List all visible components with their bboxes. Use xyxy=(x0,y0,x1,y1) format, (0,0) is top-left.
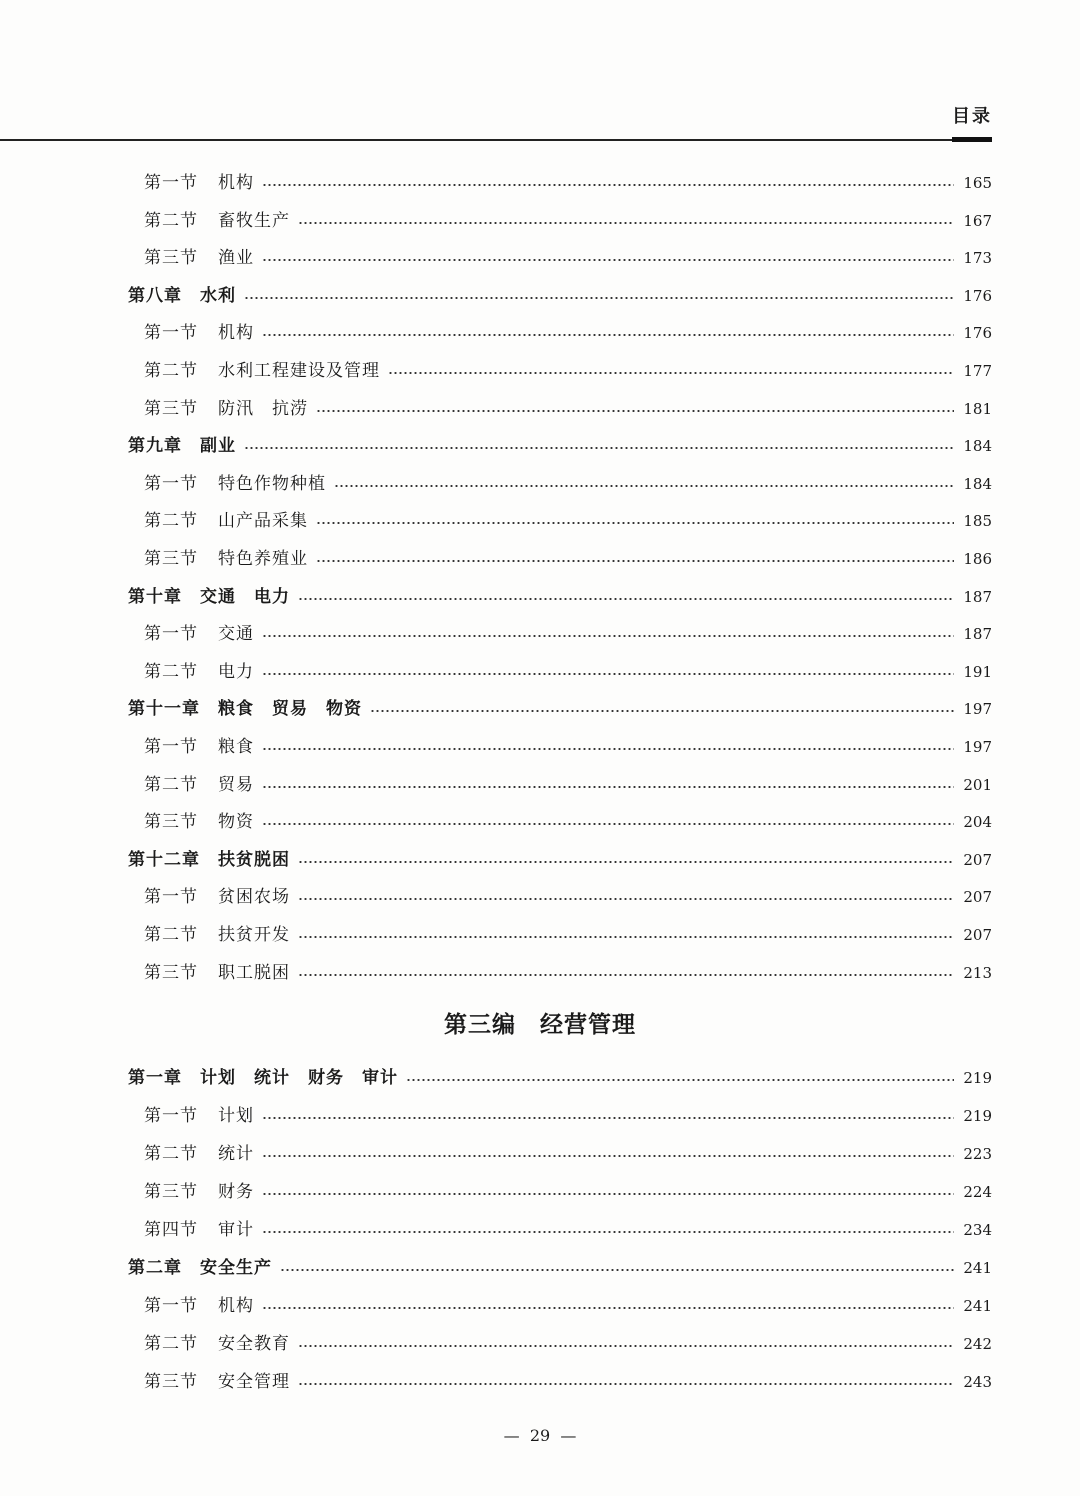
entry-title: 物资 xyxy=(218,812,254,833)
toc-section-entry[interactable] xyxy=(144,319,992,347)
entry-title: 安全生产 xyxy=(200,1258,272,1278)
entry-page-number: 197 xyxy=(963,738,992,756)
entry-number: 第三节 xyxy=(144,1182,198,1202)
entry-number: 第三节 xyxy=(144,962,198,983)
entry-page-number: 201 xyxy=(963,775,992,794)
entry-title: 扶贫脱困 xyxy=(218,849,290,870)
entry-title: 电力 xyxy=(218,661,254,682)
entry-title: 机构 xyxy=(218,173,254,193)
entry-title: 副业 xyxy=(200,436,236,457)
header-title: 目录 xyxy=(952,106,992,127)
entry-title: 水利 xyxy=(200,285,236,306)
toc-section-entry[interactable] xyxy=(144,883,992,911)
entry-title: 职工脱困 xyxy=(218,962,290,983)
entry-title: 贸易 xyxy=(218,774,254,795)
dot-leader xyxy=(262,635,954,637)
dot-leader xyxy=(262,184,954,186)
entry-title: 计划 统计 财务 审计 xyxy=(200,1068,398,1088)
toc-section-entry[interactable] xyxy=(144,733,992,761)
entry-number: 第十章 xyxy=(128,586,182,607)
entry-number: 第一章 xyxy=(128,1068,182,1088)
toc-chapter-entry[interactable] xyxy=(128,695,992,723)
dot-leader xyxy=(262,748,954,750)
entry-number: 第三节 xyxy=(144,1372,198,1392)
entry-page-number: 224 xyxy=(963,1183,992,1201)
entry-number: 第一节 xyxy=(144,473,198,494)
entry-number: 第三节 xyxy=(144,549,198,569)
toc-section-entry[interactable] xyxy=(144,244,992,272)
entry-number: 第一节 xyxy=(144,737,198,757)
entry-page-number: 191 xyxy=(963,662,992,681)
dot-leader xyxy=(316,410,954,412)
toc-section-entry[interactable] xyxy=(144,470,992,498)
entry-page-number: 184 xyxy=(963,474,992,493)
entry-page-number: 241 xyxy=(963,1259,992,1277)
entry-page-number: 167 xyxy=(963,211,992,230)
entry-number: 第二节 xyxy=(144,774,198,795)
header-rule-accent xyxy=(952,137,992,142)
entry-title: 财务 xyxy=(218,1182,254,1202)
entry-page-number: 177 xyxy=(963,362,992,380)
entry-number: 第三节 xyxy=(144,398,198,419)
dot-leader xyxy=(298,222,954,224)
dot-leader xyxy=(262,786,954,788)
toc-section-entry[interactable] xyxy=(144,395,992,423)
dot-leader xyxy=(298,861,954,863)
entry-page-number: 197 xyxy=(963,700,992,719)
toc-chapter-entry[interactable] xyxy=(128,1254,992,1282)
dot-leader xyxy=(262,1117,954,1119)
entry-page-number: 207 xyxy=(963,888,992,907)
dot-leader xyxy=(280,1269,954,1271)
dot-leader xyxy=(298,898,954,900)
entry-number: 第二节 xyxy=(144,210,198,231)
entry-number: 第一节 xyxy=(144,1296,198,1316)
toc-section-entry[interactable] xyxy=(144,545,992,573)
entry-title: 特色养殖业 xyxy=(218,549,308,569)
toc-section-entry[interactable] xyxy=(144,921,992,949)
dot-leader xyxy=(406,1079,954,1081)
entry-number: 第一节 xyxy=(144,1106,198,1126)
dot-leader xyxy=(298,974,954,976)
toc-section-entry[interactable] xyxy=(144,1102,992,1130)
entry-title: 扶贫开发 xyxy=(218,925,290,945)
entry-page-number: 207 xyxy=(963,926,992,944)
entry-title: 计划 xyxy=(218,1106,254,1126)
entry-number: 第一节 xyxy=(144,624,198,645)
entry-page-number: 241 xyxy=(963,1297,992,1315)
toc-section-entry[interactable] xyxy=(144,507,992,535)
entry-number: 第四节 xyxy=(144,1220,198,1240)
entry-title: 粮食 贸易 物资 xyxy=(218,699,362,720)
entry-title: 安全教育 xyxy=(218,1334,290,1354)
toc-chapter-entry[interactable] xyxy=(128,282,992,310)
dot-leader xyxy=(262,1307,954,1309)
dot-leader xyxy=(262,823,954,825)
toc-section-entry[interactable] xyxy=(144,808,992,836)
entry-number: 第十二章 xyxy=(128,849,200,870)
entry-page-number: 186 xyxy=(963,550,992,568)
entry-title: 山产品采集 xyxy=(218,511,308,532)
entry-page-number: 242 xyxy=(963,1335,992,1353)
entry-page-number: 176 xyxy=(963,324,992,343)
entry-page-number: 243 xyxy=(963,1373,992,1391)
toc-section-entry[interactable] xyxy=(144,1140,992,1168)
dot-leader xyxy=(262,1155,954,1157)
toc-section-entry[interactable] xyxy=(144,771,992,799)
toc-section-entry[interactable] xyxy=(144,169,992,197)
entry-title: 交通 xyxy=(218,624,254,645)
page-number: — 29 — xyxy=(503,1426,577,1445)
entry-number: 第二节 xyxy=(144,1144,198,1164)
part-title: 第三编 经营管理 xyxy=(444,1012,636,1038)
dot-leader xyxy=(244,447,954,449)
entry-number: 第三节 xyxy=(144,812,198,833)
entry-title: 安全管理 xyxy=(218,1372,290,1392)
entry-page-number: 207 xyxy=(963,850,992,869)
entry-number: 第三节 xyxy=(144,248,198,269)
entry-number: 第二节 xyxy=(144,1334,198,1354)
entry-page-number: 181 xyxy=(963,399,992,418)
dot-leader xyxy=(262,1231,954,1233)
entry-title: 畜牧生产 xyxy=(218,210,290,231)
entry-title: 审计 xyxy=(218,1220,254,1240)
toc-section-entry[interactable] xyxy=(144,658,992,686)
entry-title: 交通 电力 xyxy=(200,586,290,607)
toc-section-entry[interactable] xyxy=(144,1178,992,1206)
entry-number: 第二节 xyxy=(144,925,198,945)
dot-leader xyxy=(316,522,954,524)
toc-section-entry[interactable] xyxy=(144,1216,992,1244)
entry-number: 第一节 xyxy=(144,323,198,344)
dot-leader xyxy=(298,598,954,600)
toc-section-entry[interactable] xyxy=(144,959,992,987)
entry-number: 第二章 xyxy=(128,1258,182,1278)
entry-page-number: 219 xyxy=(963,1069,992,1087)
entry-title: 机构 xyxy=(218,323,254,344)
entry-number: 第二节 xyxy=(144,361,198,381)
entry-title: 贫困农场 xyxy=(218,887,290,908)
entry-page-number: 187 xyxy=(963,587,992,606)
dot-leader xyxy=(298,936,954,938)
entry-page-number: 213 xyxy=(963,963,992,982)
entry-page-number: 185 xyxy=(963,512,992,531)
entry-title: 水利工程建设及管理 xyxy=(218,361,380,381)
entry-page-number: 173 xyxy=(963,249,992,268)
toc-section-entry[interactable] xyxy=(144,620,992,648)
toc-section-entry[interactable] xyxy=(144,1292,992,1320)
dot-leader xyxy=(262,1193,954,1195)
entry-number: 第二节 xyxy=(144,661,198,682)
dot-leader xyxy=(244,297,954,299)
entry-page-number: 204 xyxy=(963,813,992,832)
dot-leader xyxy=(370,710,954,712)
dot-leader xyxy=(262,259,954,261)
entry-title: 粮食 xyxy=(218,737,254,757)
entry-number: 第一节 xyxy=(144,173,198,193)
entry-title: 统计 xyxy=(218,1144,254,1164)
entry-title: 特色作物种植 xyxy=(218,473,326,494)
dot-leader xyxy=(262,673,954,675)
header-rule xyxy=(0,139,990,141)
dot-leader xyxy=(316,560,954,562)
entry-title: 机构 xyxy=(218,1296,254,1316)
dot-leader xyxy=(334,485,954,487)
toc-section-entry[interactable] xyxy=(144,1330,992,1358)
toc-section-entry[interactable] xyxy=(144,357,992,385)
entry-number: 第二节 xyxy=(144,511,198,532)
toc-section-entry[interactable] xyxy=(144,207,992,235)
entry-page-number: 176 xyxy=(963,286,992,305)
toc-chapter-entry[interactable] xyxy=(128,583,992,611)
toc-chapter-entry[interactable] xyxy=(128,846,992,874)
entry-page-number: 234 xyxy=(963,1221,992,1239)
entry-page-number: 187 xyxy=(963,625,992,644)
toc-chapter-entry[interactable] xyxy=(128,432,992,460)
entry-title: 防汛 抗涝 xyxy=(218,398,308,419)
entry-number: 第一节 xyxy=(144,887,198,908)
entry-page-number: 223 xyxy=(963,1145,992,1163)
dot-leader xyxy=(298,1383,954,1385)
toc-chapter-entry[interactable] xyxy=(128,1064,992,1092)
entry-number: 第九章 xyxy=(128,436,182,457)
dot-leader xyxy=(298,1345,954,1347)
entry-title: 渔业 xyxy=(218,248,254,269)
entry-page-number: 165 xyxy=(963,174,992,192)
entry-number: 第八章 xyxy=(128,285,182,306)
dot-leader xyxy=(262,334,954,336)
entry-page-number: 184 xyxy=(963,437,992,456)
toc-section-entry[interactable] xyxy=(144,1368,992,1396)
dot-leader xyxy=(388,372,954,374)
entry-page-number: 219 xyxy=(963,1107,992,1125)
entry-number: 第十一章 xyxy=(128,699,200,720)
